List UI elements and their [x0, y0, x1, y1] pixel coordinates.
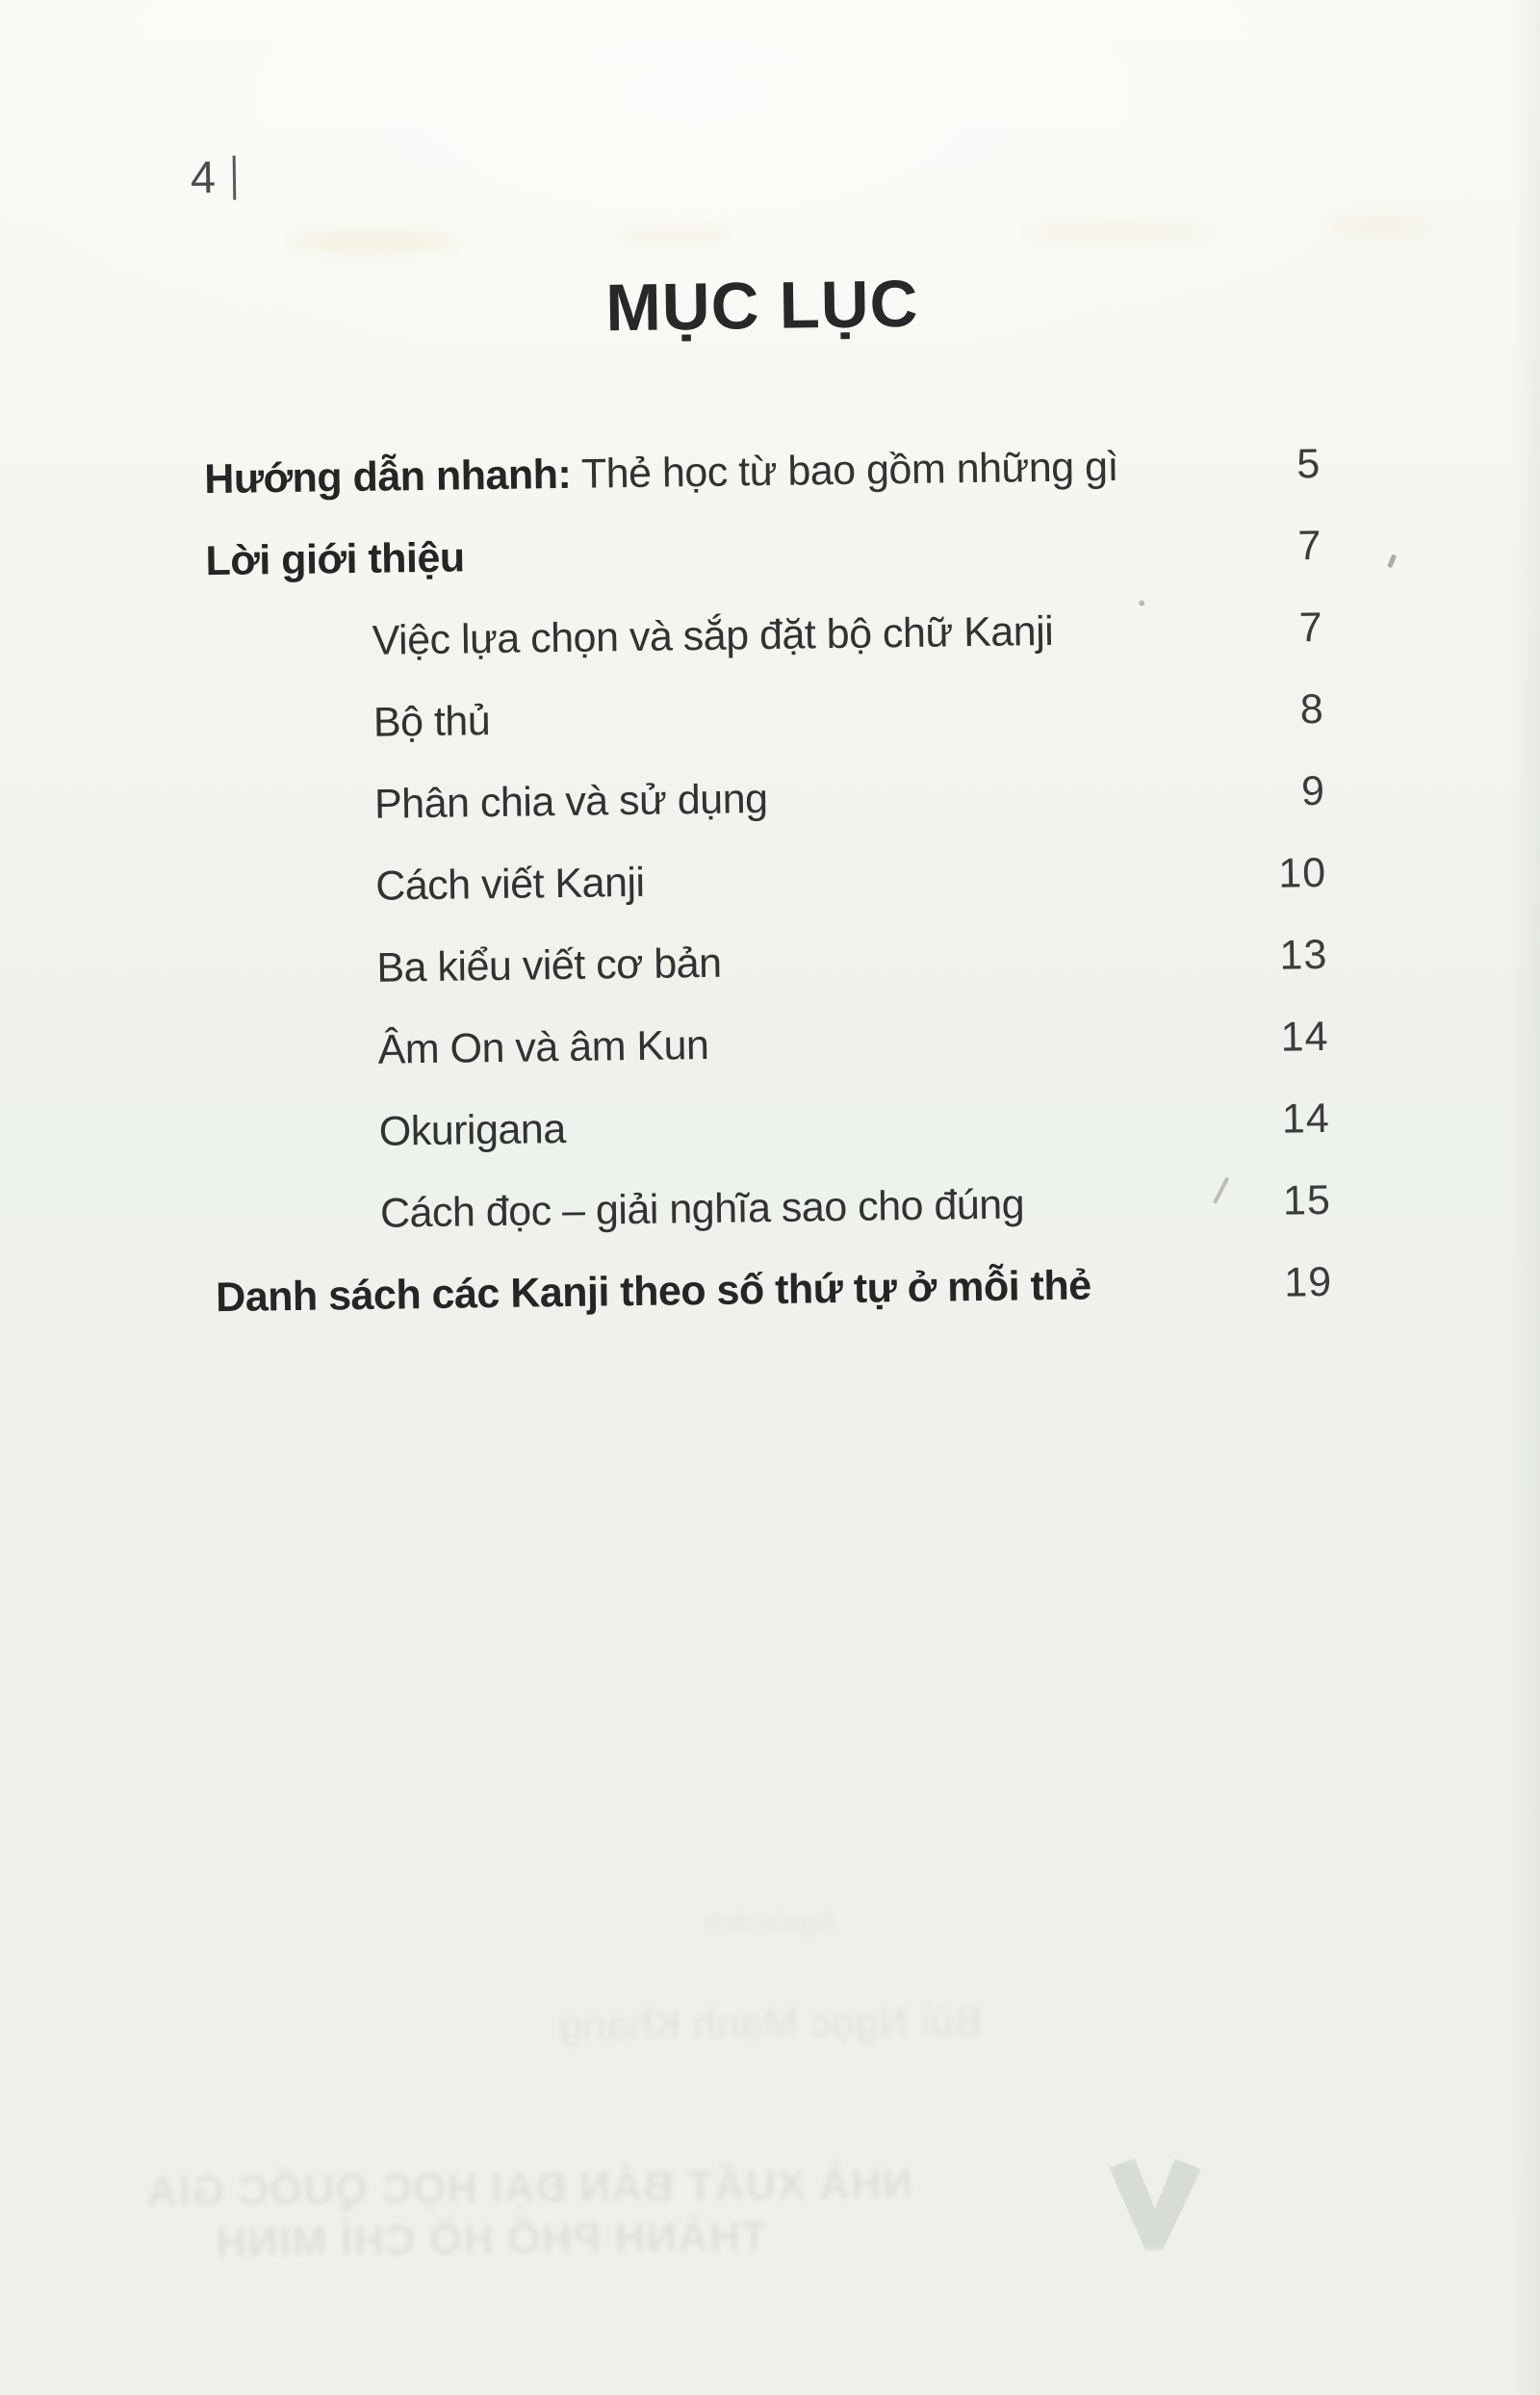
toc-entry-label: Cách viết Kanji [374, 859, 645, 910]
bleedthrough-translator-name: Bùi Ngọc Mạnh Khang [558, 1997, 982, 2048]
bleedthrough-publisher-line2: THÀNH PHỐ HỒ CHÍ MINH [215, 2212, 767, 2267]
page-number: 4 [190, 150, 218, 203]
toc-page-number: 19 [1283, 1258, 1333, 1306]
toc-entry [216, 1242, 1333, 1339]
toc-entry [214, 1160, 1331, 1257]
toc-entry-label: Cách đọc – giải nghĩa sao cho đúng [379, 1181, 1025, 1237]
toc-entry-label: Việc lựa chọn và sắp đặt bộ chữ Kanji [372, 607, 1054, 664]
toc-entry [204, 424, 1322, 521]
table-of-contents [204, 424, 1333, 1339]
toc-page-number: 13 [1279, 931, 1328, 979]
toc-entry [212, 996, 1329, 1094]
toc-page-number: 7 [1297, 522, 1322, 570]
toc-entry-label: Lời giới thiệu [205, 534, 465, 585]
toc-entry [210, 833, 1327, 930]
toc-entry-label: Hướng dẫn nhanh: Thẻ học từ bao gồm những gì [203, 443, 1119, 503]
toc-page-number: 14 [1280, 1013, 1329, 1061]
toc-entry-label: Okurigana [378, 1105, 567, 1155]
scan-speck [1139, 601, 1144, 606]
toc-entry [205, 505, 1322, 603]
toc-entry-label: Ba kiểu viết cơ bản [376, 940, 722, 991]
toc-entry [211, 914, 1328, 1012]
toc-entry [206, 587, 1323, 684]
bleedthrough-translator-label: Người dịch [706, 1907, 834, 1938]
bleedthrough-publisher-line1: NHÀ XUẤT BẢN ĐẠI HỌC QUỐC GIA [145, 2159, 913, 2216]
toc-page-number: 8 [1299, 685, 1325, 734]
toc-entry [208, 751, 1325, 848]
page-number-marker [191, 150, 237, 204]
toc-entry-label: Phân chia và sử dụng [373, 776, 768, 828]
toc-entry-label: Danh sách các Kanji theo số thứ tự ở mỗi thẻ [215, 1262, 1091, 1322]
toc-page-number: 9 [1300, 767, 1326, 815]
page-number-divider [233, 155, 237, 199]
toc-entry-label: Bộ thủ [372, 698, 491, 746]
scan-speck [1387, 554, 1397, 569]
toc-page-number: 7 [1298, 604, 1323, 652]
toc-entry [207, 669, 1324, 766]
toc-page-number: 15 [1282, 1176, 1332, 1224]
toc-entry [213, 1078, 1330, 1175]
toc-page-number: 5 [1296, 440, 1322, 488]
page-title: MỤC LỤC [604, 266, 919, 346]
toc-page-number: 10 [1277, 849, 1327, 897]
toc-entry-label: Âm On và âm Kun [377, 1021, 709, 1073]
toc-page-number: 14 [1281, 1094, 1331, 1143]
